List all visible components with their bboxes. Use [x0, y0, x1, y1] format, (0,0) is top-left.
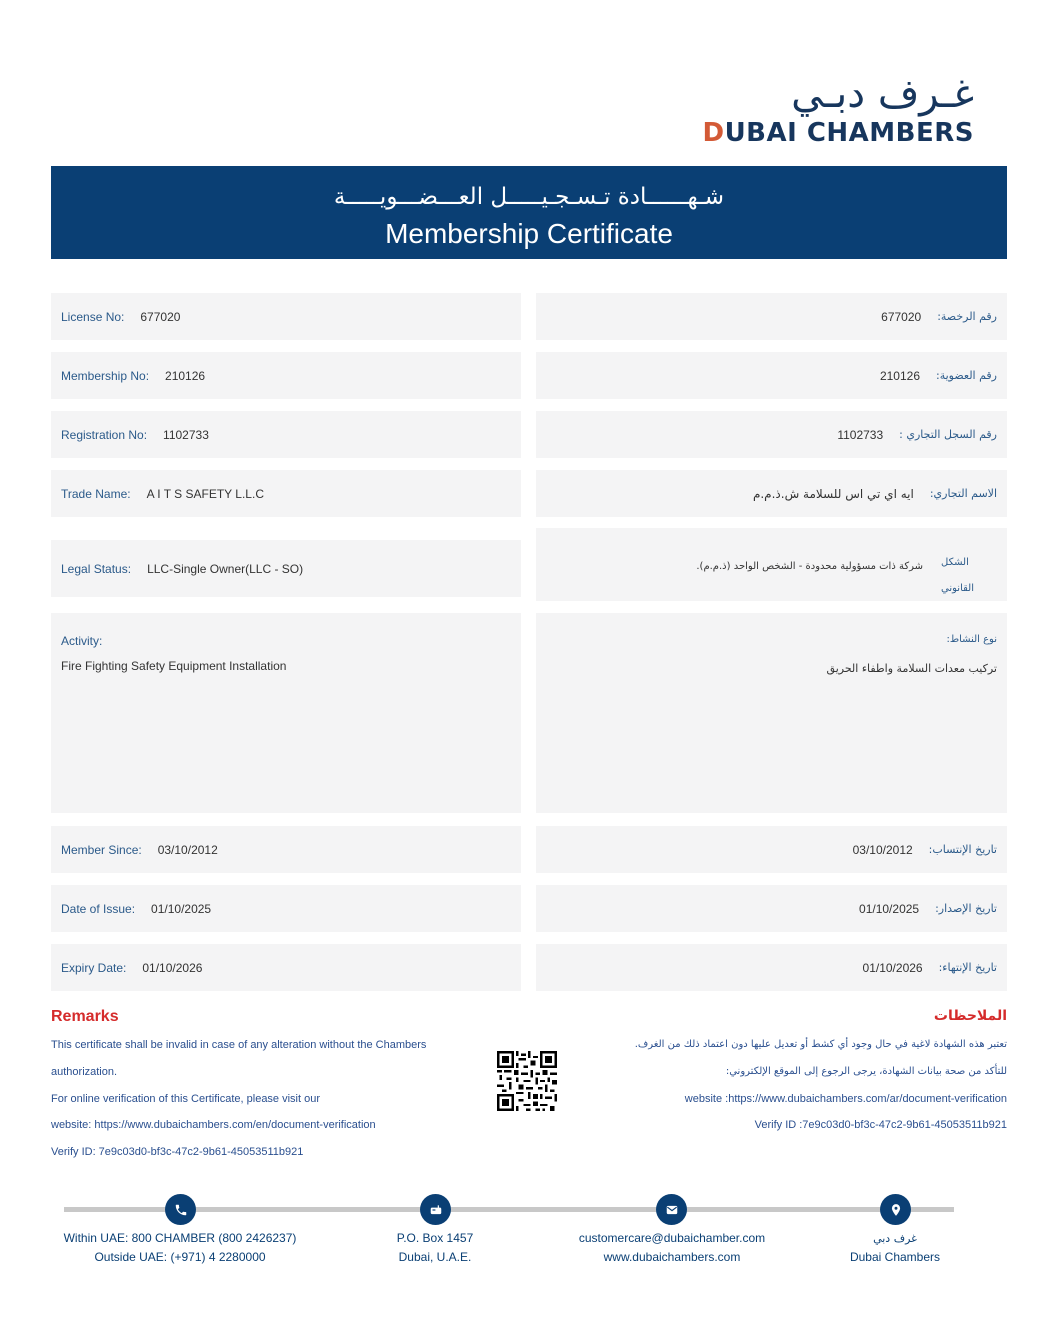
field-label: License No: — [61, 309, 125, 324]
footer-pobox: P.O. Box 1457 — [396, 1231, 474, 1245]
field-value: شركة ذات مسؤولية محدودة - الشخص الواحد (ذ.م.م). — [696, 561, 923, 572]
field-label: Registration No: — [61, 427, 148, 442]
remarks-title-en: Remarks — [51, 1008, 119, 1025]
field-label: رقم العضوية: — [936, 369, 997, 382]
field-value: A I T S SAFETY L.L.C — [146, 486, 264, 501]
remarks-title-ar: الملاحظات — [933, 1008, 1007, 1024]
field-value: 01/10/2026 — [862, 960, 923, 975]
field-value: 1102733 — [837, 427, 884, 442]
field-value: 01/10/2025 — [859, 901, 920, 916]
remark-line-ar: تعتبر هذه الشهادة لاغية في حال وجود أي كشط أو تعديل عليها دون اعتماد ذلك من الغرف. — [634, 1039, 1007, 1050]
remark-line-ar: للتأكد من صحة بيانات الشهادة، يرجى الرجوع إلى الموقع الإلكتروني: — [725, 1066, 1007, 1077]
field-value: 01/10/2025 — [151, 901, 212, 916]
field-value: 677020 — [140, 309, 181, 324]
trade-name-field-ar — [536, 470, 1007, 517]
verification-link-en[interactable]: website: https://www.dubaichambers.com/en/document-verification — [51, 1119, 376, 1131]
field-label: رقم السجل التجاري : — [899, 428, 997, 441]
registration-field-ar — [536, 411, 1007, 458]
member-since-field-en — [51, 826, 521, 873]
field-label: الشكل — [941, 557, 969, 568]
location-pin-icon — [880, 1194, 911, 1225]
footer-location-ar: غرف دبي — [873, 1232, 917, 1245]
registration-field-en — [51, 411, 521, 458]
field-label: تاريخ الإنتهاء: — [938, 961, 997, 974]
phone-icon — [165, 1194, 196, 1225]
field-label: نوع النشاط: — [946, 634, 997, 645]
logo-accent-letter: D — [702, 118, 725, 148]
field-label: Date of Issue: — [61, 901, 136, 916]
logo-english — [702, 118, 974, 148]
field-label: الاسم التجاري: — [929, 487, 997, 500]
membership-field-en — [51, 352, 521, 399]
field-label: Member Since: — [61, 842, 142, 857]
field-value: LLC-Single Owner(LLC - SO) — [147, 561, 304, 576]
footer-city: Dubai, U.A.E. — [398, 1250, 472, 1264]
field-label: Legal Status: — [61, 561, 132, 576]
banner-title-arabic: شـهــــــادة تـسـجـيـــــل العـــضـــويـــــة — [333, 184, 725, 210]
logo-english-rest: UBAI CHAMBERS — [724, 118, 974, 148]
envelope-icon — [656, 1194, 687, 1225]
field-label: تاريخ الإنتساب: — [928, 843, 997, 856]
field-label: Activity: — [61, 634, 103, 648]
qr-code[interactable] — [497, 1051, 557, 1111]
mailbox-icon — [420, 1194, 451, 1225]
field-label: Membership No: — [61, 368, 150, 383]
field-value: 677020 — [881, 309, 922, 324]
activity-field-en — [51, 613, 521, 813]
field-label: القانوني — [941, 583, 974, 594]
field-label: تاريخ الإصدار: — [935, 902, 997, 915]
logo-arabic: غـرف دبـي — [791, 71, 974, 117]
member-since-field-ar — [536, 826, 1007, 873]
footer-contact — [562, 1229, 782, 1267]
field-label: Trade Name: — [61, 486, 131, 501]
field-label: Expiry Date: — [61, 960, 127, 975]
footer-location — [830, 1229, 960, 1267]
field-value: 03/10/2012 — [157, 842, 218, 857]
remark-line-en: For online verification of this Certificate, please visit our — [51, 1093, 321, 1105]
field-value: 210126 — [879, 368, 920, 383]
remark-line-en: authorization. — [51, 1066, 118, 1078]
footer-phone — [55, 1229, 305, 1267]
issue-date-field-ar — [536, 885, 1007, 932]
footer-phone-outside[interactable]: Outside UAE: (+971) 4 2280000 — [94, 1250, 266, 1264]
legal-status-label-ar — [941, 550, 974, 602]
field-value: ايه اي تي اس للسلامة ش.ذ.م.م — [752, 486, 914, 501]
footer-location-en: Dubai Chambers — [849, 1250, 941, 1264]
dubai-chambers-logo — [702, 71, 974, 148]
trade-name-field-en — [51, 470, 521, 517]
remark-line-en: This certificate shall be invalid in case of any alteration without the Chambers — [51, 1039, 427, 1051]
field-value: 03/10/2012 — [852, 842, 913, 857]
license-field-ar — [536, 293, 1007, 340]
field-value: 210126 — [165, 368, 206, 383]
field-value: 01/10/2026 — [142, 960, 203, 975]
activity-field-ar — [536, 613, 1007, 813]
membership-field-ar — [536, 352, 1007, 399]
legal-status-field-ar — [536, 528, 1007, 601]
expiry-date-field-en — [51, 944, 521, 991]
footer-divider — [64, 1207, 954, 1212]
field-label: رقم الرخصة: — [937, 310, 997, 323]
banner-title-english: Membership Certificate — [385, 218, 673, 249]
footer-phone-within[interactable]: Within UAE: 800 CHAMBER (800 2426237) — [63, 1231, 297, 1245]
verify-id-ar: Verify ID :7e9c03d0-bf3c-47c2-9b61-45053511b921 — [754, 1119, 1007, 1131]
footer-email-link[interactable]: customercare@dubaichamber.com — [578, 1231, 766, 1245]
field-value: Fire Fighting Safety Equipment Installation — [61, 659, 287, 673]
verify-id-en: Verify ID: 7e9c03d0-bf3c-47c2-9b61-45053511b921 — [51, 1146, 304, 1158]
legal-status-field-en — [51, 540, 521, 597]
license-field-en — [51, 293, 521, 340]
issue-date-field-en — [51, 885, 521, 932]
field-value: تركيب معدات السلامة واطفاء الحريق — [826, 662, 997, 675]
verification-link-ar[interactable]: website :https://www.dubaichambers.com/ar/document-verification — [684, 1093, 1007, 1105]
footer-website-link[interactable]: www.dubaichambers.com — [603, 1250, 741, 1264]
certificate-banner — [51, 166, 1007, 259]
field-value: 1102733 — [163, 427, 209, 442]
expiry-date-field-ar — [536, 944, 1007, 991]
footer-postal — [360, 1229, 510, 1267]
